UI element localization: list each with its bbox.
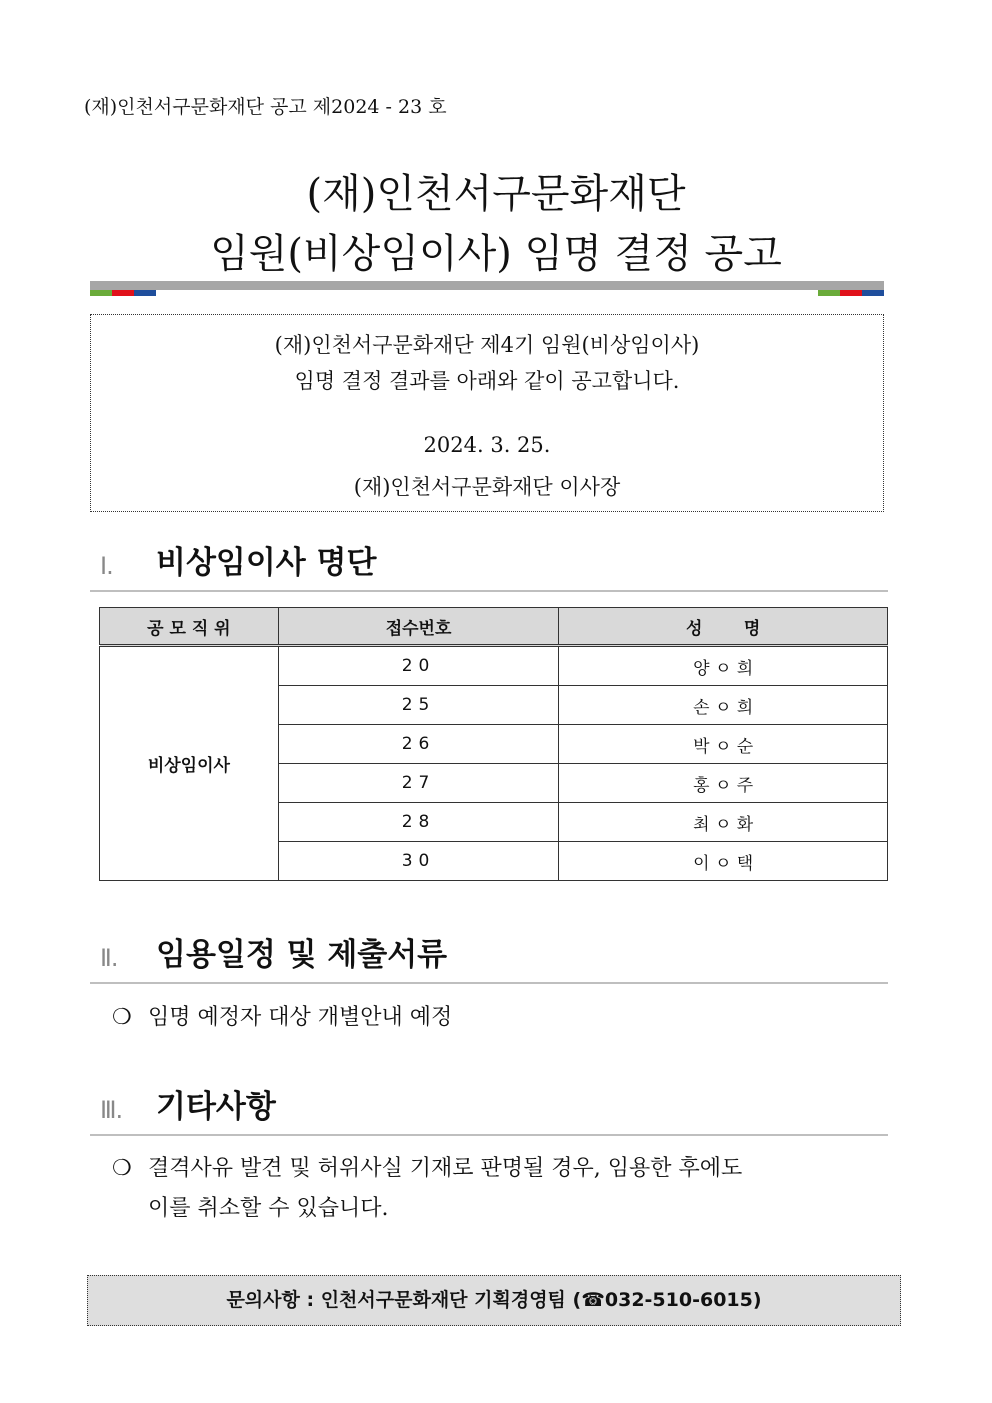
notice-number: (재)인천서구문화재단 공고 제2024 - 23 호	[84, 96, 447, 118]
section3-bullet-continuation	[148, 1191, 389, 1222]
receipt-number: 20	[278, 646, 559, 686]
section3-bullet-line1: 결격사유 발견 및 허위사실 기재로 판명될 경우, 임용한 후에도	[148, 1156, 743, 1181]
person-name: 손 ㅇ 희	[559, 686, 888, 725]
section3-title: 기타사항	[156, 1089, 276, 1125]
section2-number: Ⅱ.	[100, 944, 118, 972]
header-position: 공 모 직 위	[100, 608, 279, 646]
section1-number: Ⅰ.	[100, 552, 113, 580]
page-title-line2: 임원(비상임이사) 임명 결정 공고	[210, 231, 782, 277]
section1-heading	[90, 546, 888, 592]
section3-bullet	[112, 1151, 742, 1182]
person-name: 최 ㅇ 화	[559, 803, 888, 842]
circle-bullet-icon: ❍	[112, 1156, 132, 1181]
circle-bullet-icon: ❍	[112, 1005, 132, 1030]
section2-heading	[90, 938, 888, 984]
header-number: 접수번호	[278, 608, 559, 646]
receipt-number: 26	[278, 725, 559, 764]
announcement-date: 2024. 3. 25.	[423, 433, 551, 457]
page-title-line1: (재)인천서구문화재단	[306, 171, 686, 217]
signer: (재)인천서구문화재단 이사장	[353, 475, 621, 499]
table-row	[100, 646, 888, 686]
accent-blue-right	[862, 290, 884, 296]
person-name: 이 ㅇ 택	[559, 842, 888, 881]
contact-footer: 문의사항 : 인천서구문화재단 기획경영팀 (☎032-510-6015)	[87, 1275, 901, 1326]
header-name: 성 명	[559, 608, 888, 646]
intro-line2: 임명 결정 결과를 아래와 같이 공고합니다.	[294, 369, 680, 393]
title-divider	[90, 281, 884, 290]
accent-red-left	[112, 290, 134, 296]
position-cell: 비상임이사	[100, 646, 279, 881]
receipt-number: 25	[278, 686, 559, 725]
section2-bullet	[112, 1000, 452, 1031]
accent-green-right	[818, 290, 840, 296]
table-header-row	[100, 608, 888, 646]
section2-title: 임용일정 및 제출서류	[156, 937, 448, 973]
section2-bullet-text: 임명 예정자 대상 개별안내 예정	[148, 1005, 453, 1030]
person-name: 박 ㅇ 순	[559, 725, 888, 764]
receipt-number: 30	[278, 842, 559, 881]
receipt-number: 27	[278, 764, 559, 803]
accent-red-right	[840, 290, 862, 296]
director-table	[99, 607, 888, 881]
intro-line1: (재)인천서구문화재단 제4기 임원(비상임이사)	[274, 333, 700, 357]
section3-bullet-line2: 이를 취소할 수 있습니다.	[148, 1196, 389, 1221]
receipt-number: 28	[278, 803, 559, 842]
section3-heading	[90, 1090, 888, 1136]
accent-green-left	[90, 290, 112, 296]
person-name: 양 ㅇ 희	[559, 646, 888, 686]
section3-number: Ⅲ.	[100, 1096, 123, 1124]
intro-box	[90, 314, 884, 512]
section1-title: 비상임이사 명단	[156, 545, 377, 581]
accent-blue-left	[134, 290, 156, 296]
person-name: 홍 ㅇ 주	[559, 764, 888, 803]
